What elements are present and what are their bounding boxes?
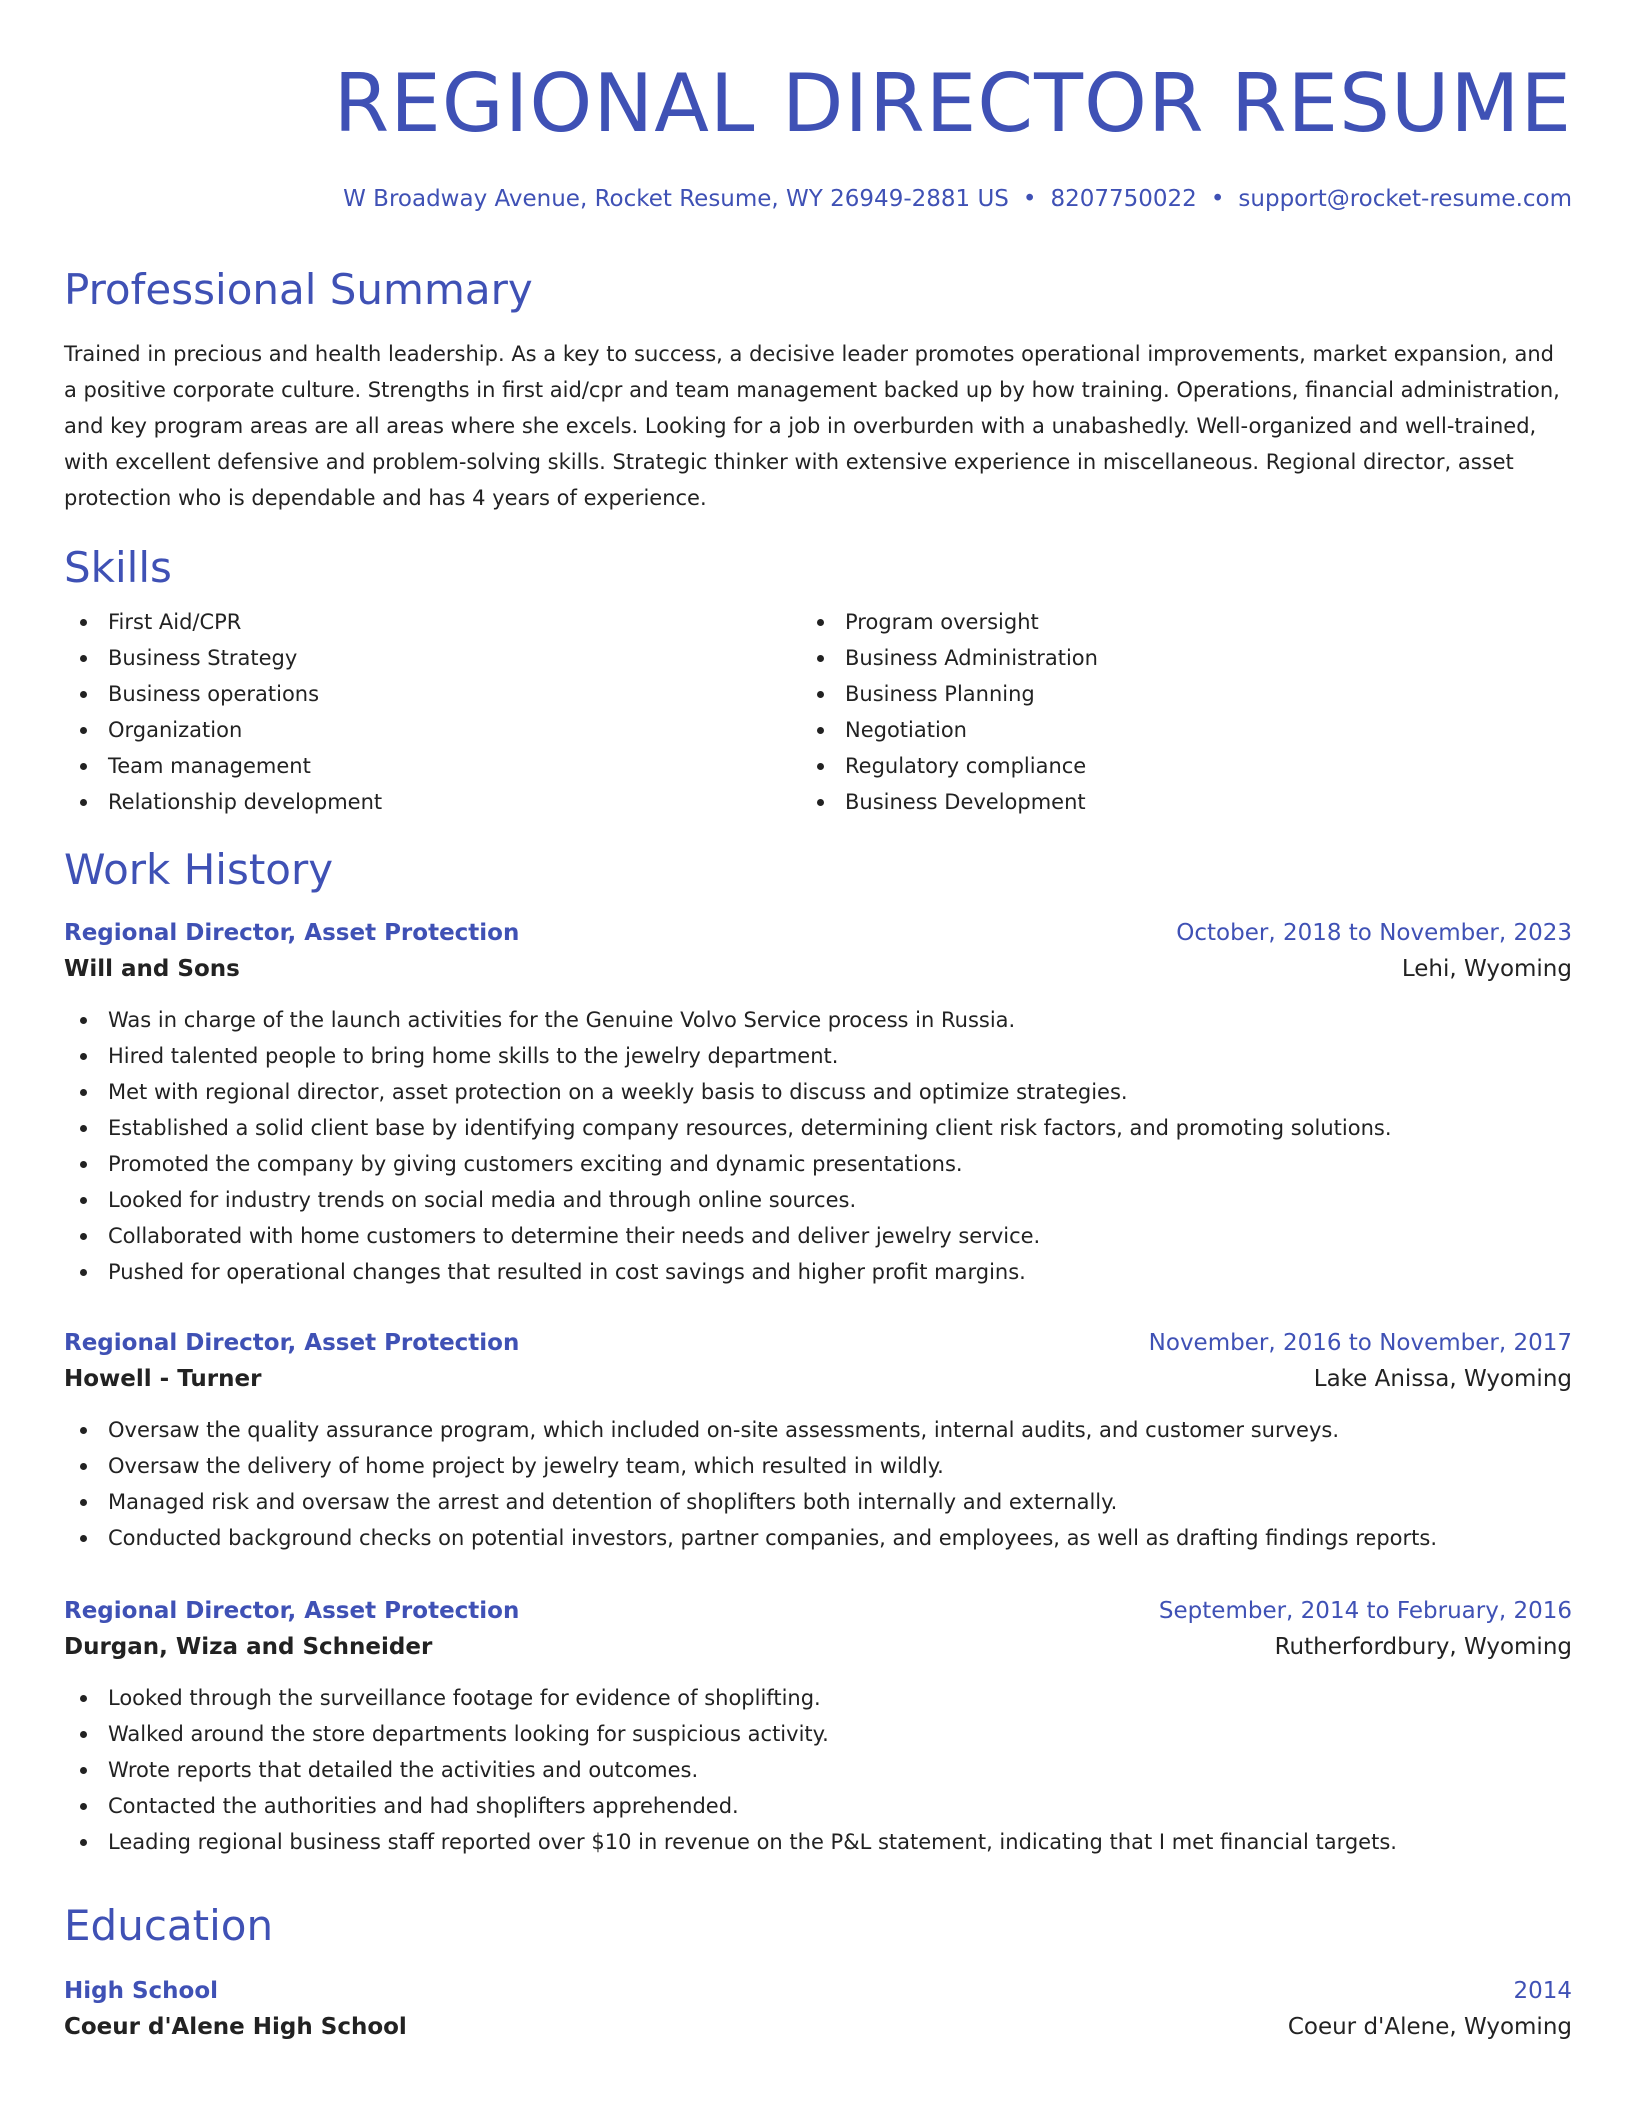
contact-line — [64, 184, 1572, 214]
job-dates: September, 2014 to February, 2016 — [1158, 1598, 1572, 1624]
job-bullets — [64, 1412, 1572, 1556]
job-title: Regional Director, Asset Protection — [64, 1598, 520, 1624]
resume-title: REGIONAL DIRECTOR RESUME — [333, 57, 1572, 150]
skill-item: Regulatory compliance — [801, 748, 1538, 784]
summary-text: Trained in precious and health leadership. As a key to success, a decisive leader promotes operational improvements, market expansion, and a positive corporate culture. Strengths in first aid/cpr and team management backed up by how training. Operations, financial administration, and key program areas are all areas where she excels. Looking for a job in overburden with a unabashedly. Well-organized and well-trained, with excellent defensive and problem-solving skills. Strategic thinker with extensive experience in miscellaneous. Regional director, asset protection who is dependable and has 4 years of experience. — [64, 342, 1560, 510]
job-dates: November, 2016 to November, 2017 — [1148, 1330, 1572, 1356]
job-location: Rutherfordbury, Wyoming — [1274, 1634, 1572, 1660]
job-bullet: Oversaw the quality assurance program, which included on-site assessments, internal audits, and customer surveys. — [64, 1412, 1572, 1448]
job-entry — [64, 1594, 1572, 1860]
skills-heading: Skills — [64, 543, 172, 592]
job-bullet: Collaborated with home customers to determine their needs and deliver jewelry service. — [64, 1218, 1572, 1254]
job-title: Regional Director, Asset Protection — [64, 1330, 520, 1356]
contact-separator: • — [1022, 186, 1037, 212]
skill-item: Program oversight — [801, 604, 1538, 640]
skill-item: Business Administration — [801, 640, 1538, 676]
job-bullet: Looked for industry trends on social media and through online sources. — [64, 1182, 1572, 1218]
job-bullet: Pushed for operational changes that resulted in cost savings and higher profit margins. — [64, 1254, 1572, 1290]
job-bullet: Managed risk and oversaw the arrest and detention of shoplifters both internally and externally. — [64, 1484, 1572, 1520]
skill-item: Business Strategy — [64, 640, 801, 676]
job-bullet: Looked through the surveillance footage for evidence of shoplifting. — [64, 1680, 1572, 1716]
job-bullet: Was in charge of the launch activities for the Genuine Volvo Service process in Russia. — [64, 1002, 1572, 1038]
job-bullet: Hired talented people to bring home skills to the jewelry department. — [64, 1038, 1572, 1074]
job-bullet: Wrote reports that detailed the activities and outcomes. — [64, 1752, 1572, 1788]
skill-item: Business Planning — [801, 676, 1538, 712]
job-bullet: Established a solid client base by identifying company resources, determining client risk factors, and promoting solutions. — [64, 1110, 1572, 1146]
job-bullet: Met with regional director, asset protection on a weekly basis to discuss and optimize strategies. — [64, 1074, 1572, 1110]
skill-item: Business Development — [801, 784, 1538, 820]
contact-phone: 8207750022 — [1050, 186, 1197, 212]
skill-item: Negotiation — [801, 712, 1538, 748]
education-location: Coeur d'Alene, Wyoming — [1287, 2014, 1572, 2040]
job-bullet: Conducted background checks on potential investors, partner companies, and employees, as well as drafting findings reports. — [64, 1520, 1572, 1556]
summary-heading: Professional Summary — [64, 265, 533, 314]
job-entry — [64, 916, 1572, 1290]
work-history-heading: Work History — [64, 845, 334, 894]
job-bullets — [64, 1680, 1572, 1860]
job-company: Howell - Turner — [64, 1366, 262, 1392]
job-location: Lehi, Wyoming — [1401, 956, 1572, 982]
skill-item: Business operations — [64, 676, 801, 712]
job-bullets — [64, 1002, 1572, 1290]
job-title: Regional Director, Asset Protection — [64, 920, 520, 946]
job-bullet: Walked around the store departments looking for suspicious activity. — [64, 1716, 1572, 1752]
job-bullet: Contacted the authorities and had shoplifters apprehended. — [64, 1788, 1572, 1824]
skill-item: First Aid/CPR — [64, 604, 801, 640]
job-dates: October, 2018 to November, 2023 — [1176, 920, 1572, 946]
education-school: Coeur d'Alene High School — [64, 2014, 407, 2040]
skill-item: Team management — [64, 748, 801, 784]
contact-separator: • — [1210, 186, 1225, 212]
education-entry — [64, 1974, 1572, 2046]
skills-column-right — [801, 604, 1538, 820]
education-year: 2014 — [1513, 1978, 1572, 2004]
skill-item: Organization — [64, 712, 801, 748]
job-bullet: Oversaw the delivery of home project by jewelry team, which resulted in wildly. — [64, 1448, 1572, 1484]
job-bullet: Promoted the company by giving customers exciting and dynamic presentations. — [64, 1146, 1572, 1182]
job-entry — [64, 1326, 1572, 1556]
education-heading: Education — [64, 1901, 274, 1950]
job-company: Will and Sons — [64, 956, 240, 982]
skills-column-left — [64, 604, 801, 820]
skill-item: Relationship development — [64, 784, 801, 820]
contact-email: support@rocket-resume.com — [1238, 186, 1572, 212]
job-bullet: Leading regional business staff reported over $10 in revenue on the P&L statement, indicating that I met financial targets. — [64, 1824, 1572, 1860]
contact-address: W Broadway Avenue, Rocket Resume, WY 26949-2881 US — [343, 186, 1009, 212]
job-location: Lake Anissa, Wyoming — [1313, 1366, 1572, 1392]
education-degree: High School — [64, 1978, 219, 2004]
skills-list — [64, 604, 1572, 820]
job-company: Durgan, Wiza and Schneider — [64, 1634, 433, 1660]
